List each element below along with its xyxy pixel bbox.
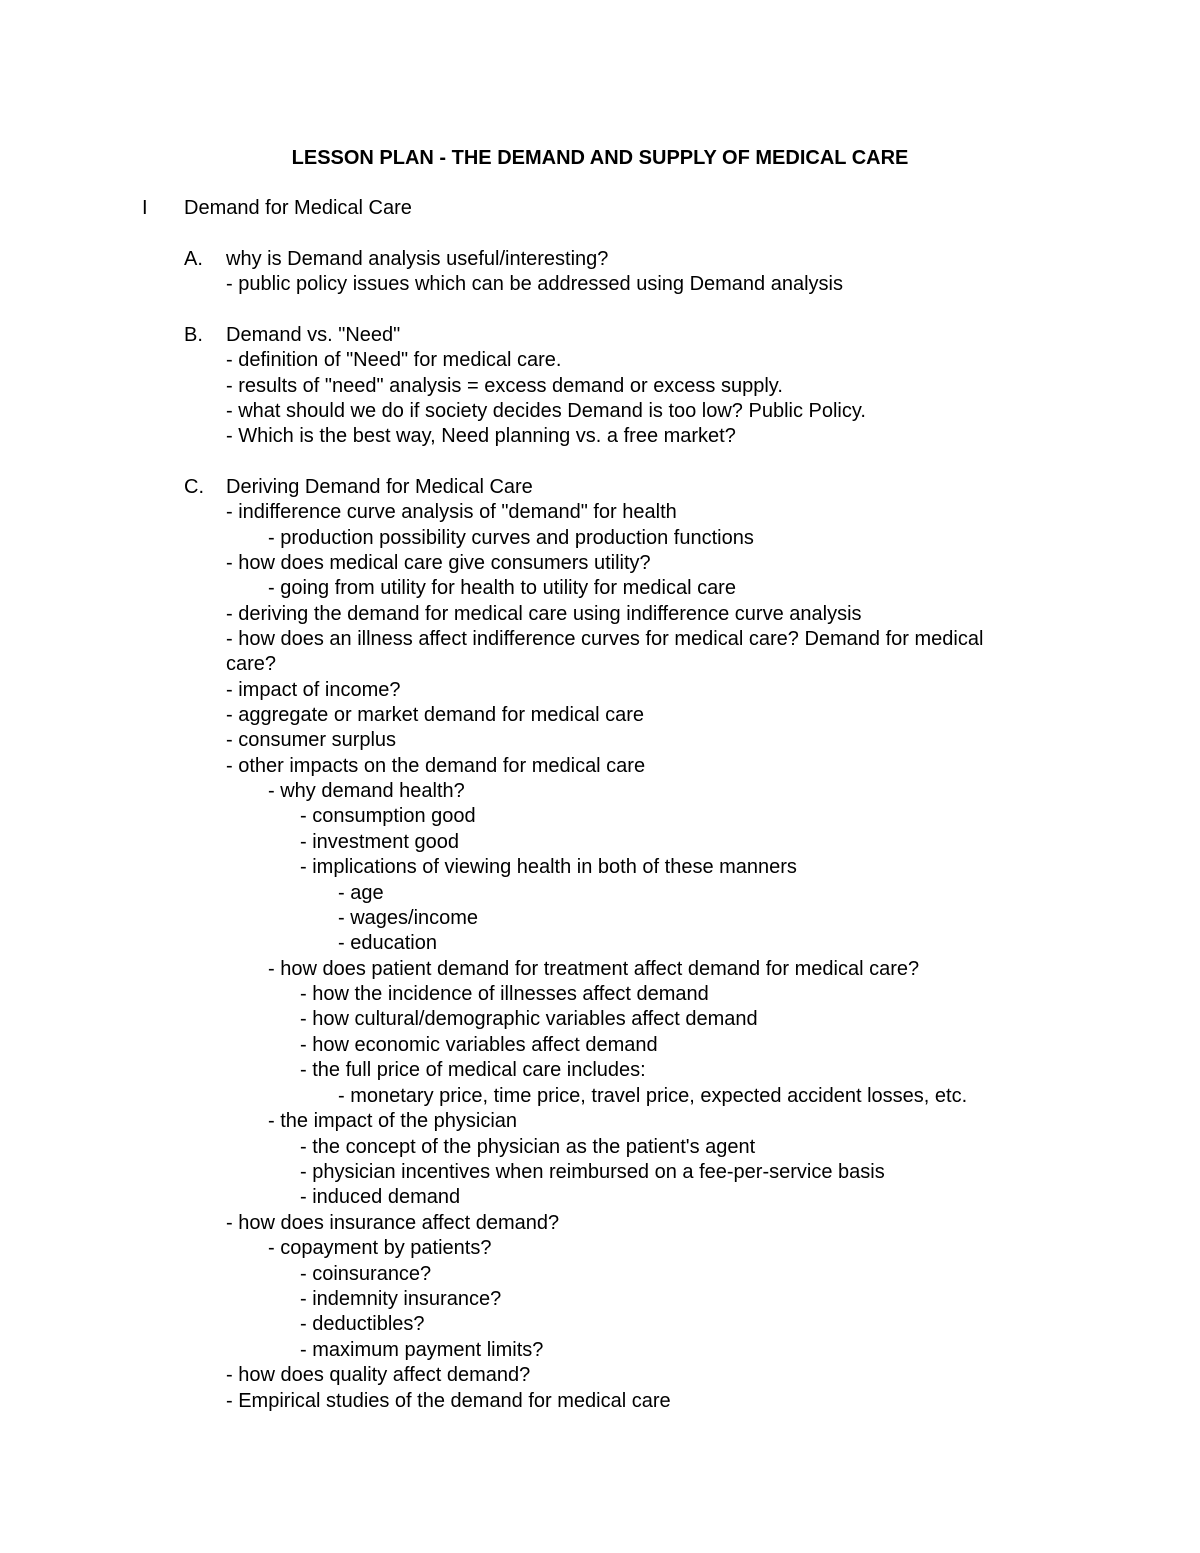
- outline-item: - Which is the best way, Need planning vs. a free market?: [226, 425, 736, 447]
- outline-item: - how economic variables affect demand: [300, 1034, 658, 1056]
- outline-item: - investment good: [300, 831, 459, 853]
- outline-item: - Empirical studies of the demand for medical care: [226, 1390, 671, 1412]
- outline-item: - maximum payment limits?: [300, 1339, 544, 1361]
- outline-item: - how does quality affect demand?: [226, 1364, 531, 1386]
- outline-item: - age: [338, 882, 384, 904]
- outline-item: - consumer surplus: [226, 729, 397, 751]
- outline-item: - production possibility curves and production functions: [268, 527, 754, 549]
- outline-item: - the full price of medical care includes:: [300, 1059, 646, 1081]
- outline-item: - what should we do if society decides Demand is too low? Public Policy.: [226, 400, 866, 422]
- subsection-heading-c: Deriving Demand for Medical Care: [226, 476, 533, 498]
- subsection-heading-a: why is Demand analysis useful/interesting?: [226, 248, 609, 270]
- outline-item: - public policy issues which can be addressed using Demand analysis: [226, 273, 843, 295]
- document-title: LESSON PLAN - THE DEMAND AND SUPPLY OF MEDICAL CARE: [291, 147, 909, 169]
- subsection-letter-a: A.: [184, 248, 203, 270]
- subsection-heading-b: Demand vs. "Need": [226, 324, 401, 346]
- subsection-letter-b: B.: [184, 324, 203, 346]
- outline-item: - other impacts on the demand for medical care: [226, 755, 646, 777]
- outline-item: - aggregate or market demand for medical care: [226, 704, 644, 726]
- outline-item: care?: [226, 653, 277, 675]
- section-numeral: I: [142, 197, 148, 219]
- outline-item: - results of "need" analysis = excess demand or excess supply.: [226, 375, 783, 397]
- outline-item: - deriving the demand for medical care using indifference curve analysis: [226, 603, 862, 625]
- outline-item: - coinsurance?: [300, 1263, 432, 1285]
- outline-item: - the concept of the physician as the patient's agent: [300, 1136, 756, 1158]
- outline-item: - how does insurance affect demand?: [226, 1212, 560, 1234]
- outline-item: - impact of income?: [226, 679, 401, 701]
- section-heading: Demand for Medical Care: [184, 197, 412, 219]
- outline-item: - indifference curve analysis of "demand" for health: [226, 501, 677, 523]
- outline-item: - how does an illness affect indifference curves for medical care? Demand for medical: [226, 628, 984, 650]
- outline-item: - implications of viewing health in both of these manners: [300, 856, 797, 878]
- outline-item: - how does patient demand for treatment affect demand for medical care?: [268, 958, 920, 980]
- outline-item: - physician incentives when reimbursed on a fee-per-service basis: [300, 1161, 885, 1183]
- outline-item: - induced demand: [300, 1186, 461, 1208]
- outline-item: - going from utility for health to utility for medical care: [268, 577, 736, 599]
- outline-item: - copayment by patients?: [268, 1237, 492, 1259]
- outline-item: - deductibles?: [300, 1313, 425, 1335]
- outline-item: - consumption good: [300, 805, 476, 827]
- outline-item: - indemnity insurance?: [300, 1288, 502, 1310]
- outline-item: - definition of "Need" for medical care.: [226, 349, 562, 371]
- outline-item: - wages/income: [338, 907, 479, 929]
- outline-item: - monetary price, time price, travel price, expected accident losses, etc.: [338, 1085, 968, 1107]
- outline-item: - education: [338, 932, 437, 954]
- outline-item: - how the incidence of illnesses affect demand: [300, 983, 709, 1005]
- outline-item: - how does medical care give consumers utility?: [226, 552, 651, 574]
- outline-item: - how cultural/demographic variables affect demand: [300, 1008, 758, 1030]
- outline-item: - why demand health?: [268, 780, 465, 802]
- subsection-letter-c: C.: [184, 476, 204, 498]
- outline-item: - the impact of the physician: [268, 1110, 518, 1132]
